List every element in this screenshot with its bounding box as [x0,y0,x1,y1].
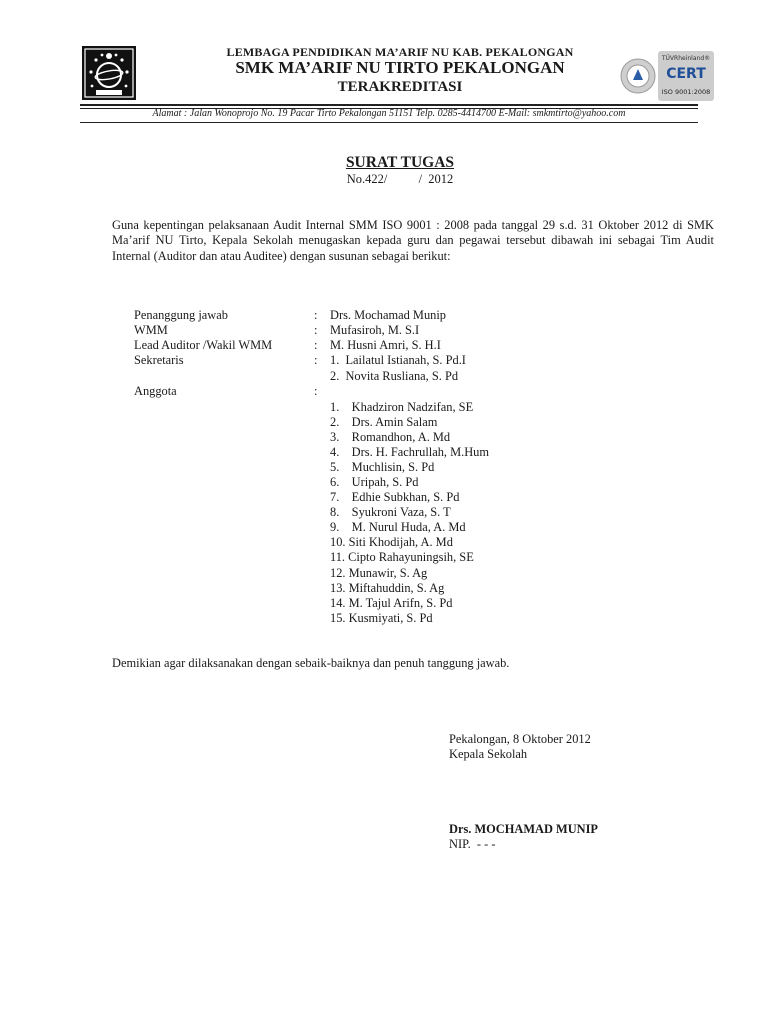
list-item: 6. Uripah, S. Pd [330,475,419,489]
signature-nip: NIP. - - - [449,837,496,851]
list-item: 14. M. Tajul Arifn, S. Pd [330,596,453,610]
role-colon: : [314,353,318,367]
accreditation-status: TERAKREDITASI [337,79,463,95]
role-colon: : [314,308,318,322]
list-item: 9. M. Nurul Huda, A. Md [330,520,466,534]
role-value: M. Husni Amri, S. H.I [330,338,441,352]
list-item: 12. Munawir, S. Ag [330,566,428,580]
header-divider-thick [80,104,698,106]
list-item: 5. Muchlisin, S. Pd [330,460,435,474]
role-value: 1. Lailatul Istianah, S. Pd.I [330,353,466,367]
role-label: Lead Auditor /Wakil WMM [134,338,273,352]
closing-paragraph: Demikian agar dilaksanakan dengan sebaik-baiknya dan penuh tanggung jawab. [112,656,510,670]
role-label: Sekretaris [134,353,184,367]
role-label: Anggota [134,384,177,398]
intro-paragraph: Guna kepentingan pelaksanaan Audit Internal SMM ISO 9001 : 2008 pada tanggal 29 s.d. 31 Oktober 2012 di SMK Ma’arif NU Tirto, Kepala Sekolah menugaskan kepada guru dan pegawai tersebut dibawah ini sebagai Tim Audit Internal (Auditor dan atau Auditee) dengan susunan sebagai berikut: [112,218,714,263]
role-value: Mufasiroh, M. S.I [330,323,420,337]
cert-brand: TÜVRheinland® [661,55,711,62]
address-divider [80,122,698,123]
institution-name: LEMBAGA PENDIDIKAN MA’ARIF NU KAB. PEKALONGAN [226,45,574,59]
role-value: Drs. Mochamad Munip [330,308,446,322]
signature-place-date: Pekalongan, 8 Oktober 2012 [449,732,591,746]
cert-label: CERT [666,66,706,82]
tuv-cert-icon [620,48,716,104]
list-item: 2. Drs. Amin Salam [330,415,438,429]
signature-position: Kepala Sekolah [449,747,528,761]
list-item: 10. Siti Khodijah, A. Md [330,535,453,549]
role-colon: : [314,323,318,337]
list-item: 4. Drs. H. Fachrullah, M.Hum [330,445,489,459]
school-name: SMK MA’ARIF NU TIRTO PEKALONGAN [235,58,565,77]
school-address: Alamat : Jalan Wonoprojo No. 19 Pacar Tirto Pekalongan 51151 Telp. 0285-4414700 E-Mail: smkmtirto@yahoo.com [152,108,626,119]
signature-name: Drs. MOCHAMAD MUNIP [449,822,599,836]
list-item: 1. Khadziron Nadzifan, SE [330,400,474,414]
list-item: 13. Miftahuddin, S. Ag [330,581,445,595]
role-label: WMM [134,323,168,337]
cert-standard: ISO 9001:2008 [661,88,711,96]
role-label: Penanggung jawab [134,308,228,322]
nu-logo-icon [82,46,136,100]
list-item: 8. Syukroni Vaza, S. T [330,505,451,519]
list-item: 15. Kusmiyati, S. Pd [330,611,433,625]
role-colon: : [314,384,318,398]
role-colon: : [314,338,318,352]
document-title: SURAT TUGAS [345,154,455,171]
role-value: 2. Novita Rusliana, S. Pd [330,369,459,383]
list-item: 11. Cipto Rahayuningsih, SE [330,550,474,564]
list-item: 3. Romandhon, A. Md [330,430,451,444]
document-number: No.422/ / 2012 [346,172,454,186]
list-item: 7. Edhie Subkhan, S. Pd [330,490,460,504]
